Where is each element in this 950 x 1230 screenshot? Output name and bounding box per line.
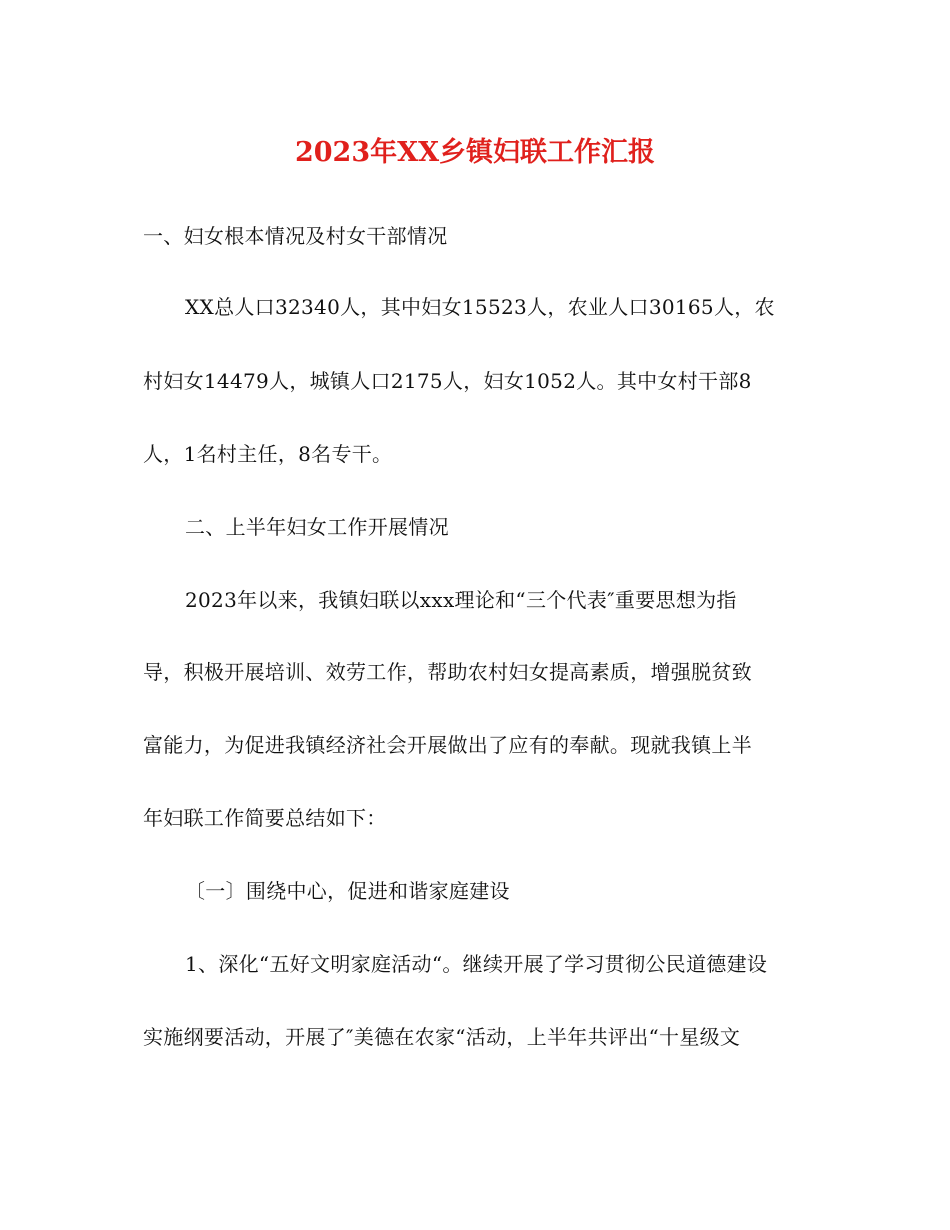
paragraph-line: 人，1名村主任，8名专干。 xyxy=(143,442,393,466)
section-heading-2: 二、上半年妇女工作开展情况 xyxy=(185,515,449,539)
paragraph-line: 富能力，为促进我镇经济社会开展做出了应有的奉献。现就我镇上半 xyxy=(143,733,752,757)
document-title: 2023年XX乡镇妇联工作汇报 xyxy=(294,137,656,168)
paragraph-line: 实施纲要活动，开展了″美德在农家“活动，上半年共评出“十星级文 xyxy=(143,1025,741,1049)
subsection-heading: 〔一〕围绕中心，促进和谐家庭建设 xyxy=(185,879,510,903)
paragraph-line: 2023年以来，我镇妇联以xxx理论和“三个代表″重要思想为指 xyxy=(185,588,737,612)
paragraph-line: 年妇联工作简要总结如下： xyxy=(143,806,387,830)
paragraph-line: 导，积极开展培训、效劳工作，帮助农村妇女提高素质，增强脱贫致 xyxy=(143,660,752,684)
paragraph-line: 1、深化“五好文明家庭活动“。继续开展了学习贯彻公民道德建设 xyxy=(185,952,768,976)
paragraph-line: XX总人口32340人，其中妇女15523人，农业人口30165人，农 xyxy=(185,295,775,319)
paragraph-line: 村妇女14479人，城镇人口2175人，妇女1052人。其中女村干部8 xyxy=(143,369,752,393)
section-heading-1: 一、妇女根本情况及村女干部情况 xyxy=(143,224,448,248)
